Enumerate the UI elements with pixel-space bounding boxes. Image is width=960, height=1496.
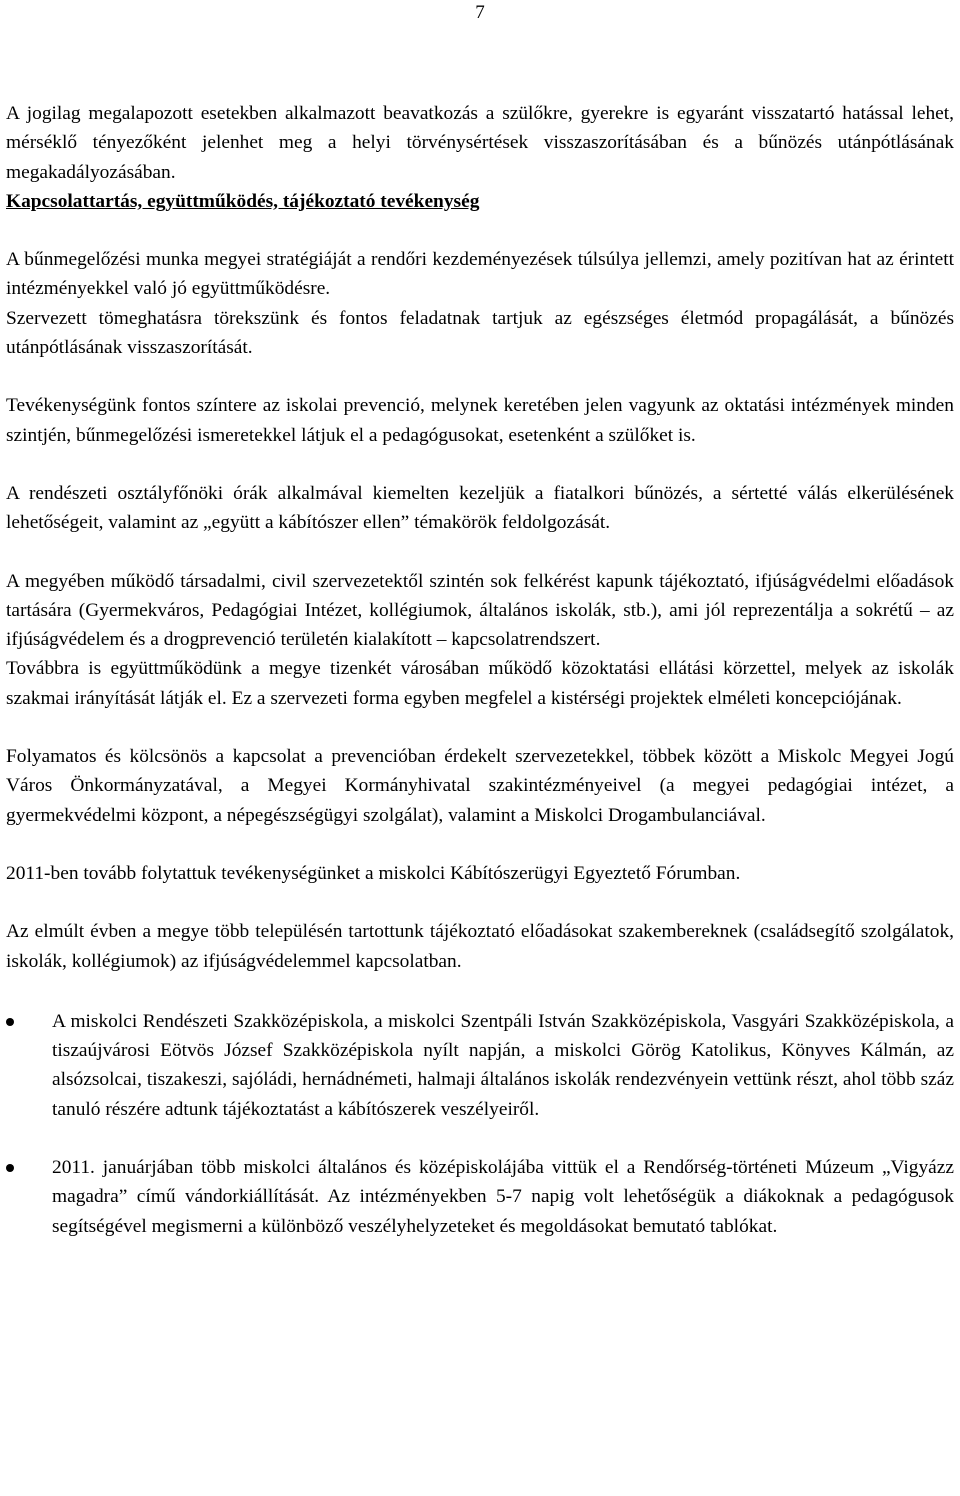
- list-item-text: 2011. januárjában több miskolci általános és középiskolájába vittük el a Rendőrség-történeti Múzeum „Vigyázz magadra” című vándorkiállítását. Az intézményekben 5-7 napig volt lehetőségük a diákoknak a pedagógusok segítségével megismerni a különböző veszélyhelyzeteket és megoldásokat bemutató tablókat.: [52, 1157, 954, 1237]
- paragraph: Folyamatos és kölcsönös a kapcsolat a prevencióban érdekelt szervezetekkel, többek között a Miskolc Megyei Jogú Város Önkormányzatával, a Megyei Kormányhivatal szakintézményeivel (a megyei pedagógiai intézet, a gyermekvédelmi központ, a népegészségügyi szolgálat), valamint a Miskolci Drogambulanciával.: [6, 746, 954, 826]
- paragraph: Továbbra is együttműködünk a megye tizenkét városában működő közoktatási ellátási körzettel, melyek az iskolák szakmai irányítását látják el. Ez a szervezeti forma egyben megfelel a kistérségi projektek elméleti koncepciójának.: [6, 658, 954, 709]
- paragraph: A bűnmegelőzési munka megyei stratégiáját a rendőri kezdeményezések túlsúlya jellemzi, amely pozitívan hat az érintett intézményekkel való jó együttműködésre.: [6, 249, 954, 300]
- paragraph: Tevékenységünk fontos színtere az iskolai prevenció, melynek keretében jelen vagyunk az oktatási intézmények minden szintjén, bűnmegelőzési ismeretekkel látjuk el a pedagógusokat, esetenként a szülőket is.: [6, 395, 954, 446]
- list-item-text: A miskolci Rendészeti Szakközépiskola, a miskolci Szentpáli István Szakközépiskola, Vasgyári Szakközépiskola, a tiszaújvárosi Eötvös József Szakközépiskola nyílt napján, a miskolci Görög Katolikus, Könyves Kálmán, az alsózsolcai, tiszakeszi, sajóládi, hernádnémeti, halmaji általános iskolák rendezvényein vettünk részt, ahol több száz tanuló részére adtunk tájékoztatást a kábítószerek veszélyeiről.: [52, 1010, 954, 1120]
- bullet-icon: [6, 1018, 14, 1026]
- page-number: 7: [475, 2, 485, 23]
- section-heading: Kapcsolattartás, együttműködés, tájékoztató tevékenység: [6, 190, 480, 212]
- list-item: [6, 1007, 954, 1124]
- paragraph: Az elmúlt évben a megye több településén tartottunk tájékoztató előadásokat szakembereknek (családsegítő szolgálatok, iskolák, kollégiumok) az ifjúságvédelemmel kapcsolatban.: [6, 921, 954, 972]
- intro-paragraph: A jogilag megalapozott esetekben alkalmazott beavatkozás a szülőkre, gyerekre is egyaránt visszatartó hatással lehet, mérséklő tényezőként jelenhet meg a helyi törvénysértések visszaszorításában és a bűnözés utánpótlásának megakadályozásában.: [6, 103, 954, 183]
- list-item: [6, 1153, 954, 1241]
- paragraph: Szervezett tömeghatásra törekszünk és fontos feladatnak tartjuk az egészséges életmód propagálását, a bűnözés utánpótlásának visszaszorítását.: [6, 307, 954, 359]
- paragraph: A rendészeti osztályfőnöki órák alkalmával kiemelten kezeljük a fiatalkori bűnözés, a sértetté válás elkerülésének lehetőségeit, valamint az „együtt a kábítószer ellen” témakörök feldolgozását.: [6, 482, 954, 534]
- paragraph: A megyében működő társadalmi, civil szervezetektől szintén sok felkérést kapunk tájékoztató, ifjúságvédelmi előadások tartására (Gyermekváros, Pedagógiai Intézet, kollégiumok, általános iskolák, stb.), ami jól reprezentálja a sokrétű – az ifjúságvédelem és a drogprevenció területén kialakított – kapcsolatrendszert.: [6, 570, 954, 651]
- paragraph: 2011-ben tovább folytattuk tevékenységünket a miskolci Kábítószerügyi Egyeztető Fórumban.: [6, 862, 741, 884]
- bullet-icon: [6, 1164, 14, 1172]
- document-body: [6, 99, 954, 1241]
- bullet-list: [6, 1007, 954, 1241]
